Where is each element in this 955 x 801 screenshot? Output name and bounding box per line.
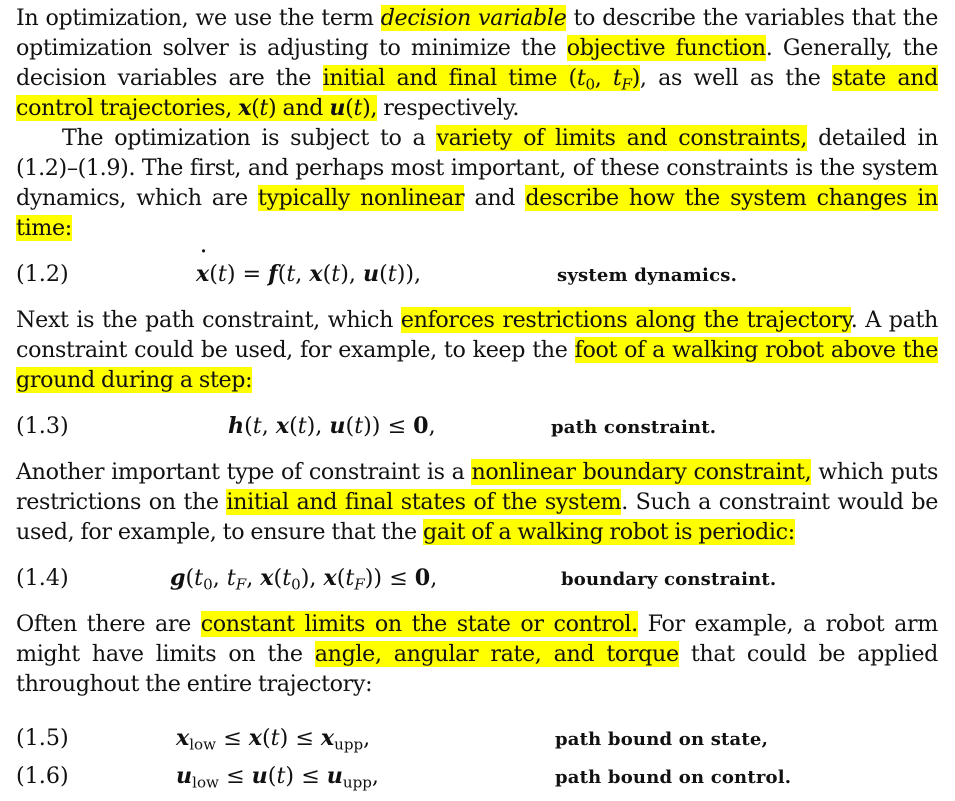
paragraph-decision-variables [16, 3, 938, 123]
text-segment: detailed in (1.2)–(1.9). The first, and perhaps most important, of these constraints is the system dynamics, which are [16, 125, 939, 211]
highlight-angle-rate-torque: angle, angular rate, and torque [314, 641, 679, 667]
paragraph-constant-limits [16, 609, 938, 699]
equation-label: system dynamics. [557, 265, 738, 286]
equation-label: boundary constraint. [561, 569, 777, 590]
highlight-initial-final-states: initial and final states of the system [226, 489, 622, 515]
equation-expression: x ˙(t) = f(t, x(t), u(t)), [196, 261, 421, 287]
paragraph-boundary-constraint [16, 457, 938, 547]
equation-number: (1.5) [16, 725, 69, 751]
equation-label: path bound on control. [555, 767, 792, 788]
highlight-decision-variable: decision variable [380, 5, 567, 31]
highlight-system-changes: describe how the system changes in time: [16, 185, 938, 241]
highlight-nonlinear-boundary: nonlinear boundary constraint, [471, 459, 812, 485]
equation-1-2 [16, 257, 938, 295]
equation-1-3 [16, 409, 938, 447]
equation-label: path bound on state, [555, 729, 769, 750]
highlight-initial-final-time: initial and final time ($t_0$, $t_F$) [322, 65, 640, 94]
text-segment: respectively. [377, 95, 520, 121]
equation-expression: $x_{low} \le x(t) \le x_{upp}$, [176, 725, 371, 754]
equation-label: path constraint. [551, 417, 717, 438]
text-segment: Often there are [16, 611, 201, 637]
highlight-constant-limits: constant limits on the state or control. [200, 611, 638, 637]
text-segment: which puts restrictions on the [16, 459, 938, 515]
text-segment: to describe the variables that the optimization solver is adjusting to minimize the [16, 5, 938, 61]
highlight-gait-periodic: gait of a walking robot is periodic: [423, 519, 795, 545]
highlight-typically-nonlinear: typically nonlinear [257, 185, 465, 211]
equation-number: (1.3) [16, 413, 69, 439]
paragraph-path-constraint [16, 305, 938, 395]
equation-1-6 [16, 759, 938, 797]
equation-1-5 [16, 721, 938, 759]
paragraph-constraints-intro [16, 123, 938, 243]
highlight-trajectory-restrictions: enforces restrictions along the trajectory [400, 307, 851, 333]
text-segment: Next is the path constraint, which [16, 307, 401, 333]
text-segment: Another important type of constraint is a [16, 459, 472, 485]
highlight-walking-robot-foot: foot of a walking robot above the ground during a step: [16, 337, 938, 393]
text-segment: For example, a robot arm might have limits on the [16, 611, 938, 667]
equation-expression: h(t, x(t), u(t)) ≤ 0, [228, 413, 436, 439]
paper-page [16, 3, 938, 797]
text-segment: The optimization is subject to a [62, 125, 437, 151]
highlight-objective-function: objective function [566, 35, 766, 61]
equation-1-4 [16, 561, 938, 599]
equation-expression: $u_{low} \le u(t) \le u_{upp}$, [176, 763, 379, 792]
text-segment: that could be applied throughout the entire trajectory: [16, 641, 938, 697]
text-segment: . A path constraint could be used, for example, to keep the [16, 307, 938, 363]
text-segment: In optimization, we use the term [16, 5, 381, 31]
equation-number: (1.4) [16, 565, 69, 591]
equation-number: (1.2) [16, 261, 69, 287]
text-segment: , as well as the [639, 65, 833, 91]
text-segment: and [464, 185, 526, 211]
text-segment: . Generally, the decision variables are the [16, 35, 939, 91]
highlight-state-control-trajectories: state and control trajectories, x(t) and u(t), [16, 65, 939, 121]
equation-number: (1.6) [16, 763, 69, 789]
text-segment: . Such a constraint would be used, for example, to ensure that the [16, 489, 938, 545]
highlight-limits-constraints: variety of limits and constraints, [436, 125, 808, 151]
equation-expression: $g(t_0$, $t_F$, $x(t_0)$, $x(t_F)) \le 0$, [170, 565, 438, 594]
